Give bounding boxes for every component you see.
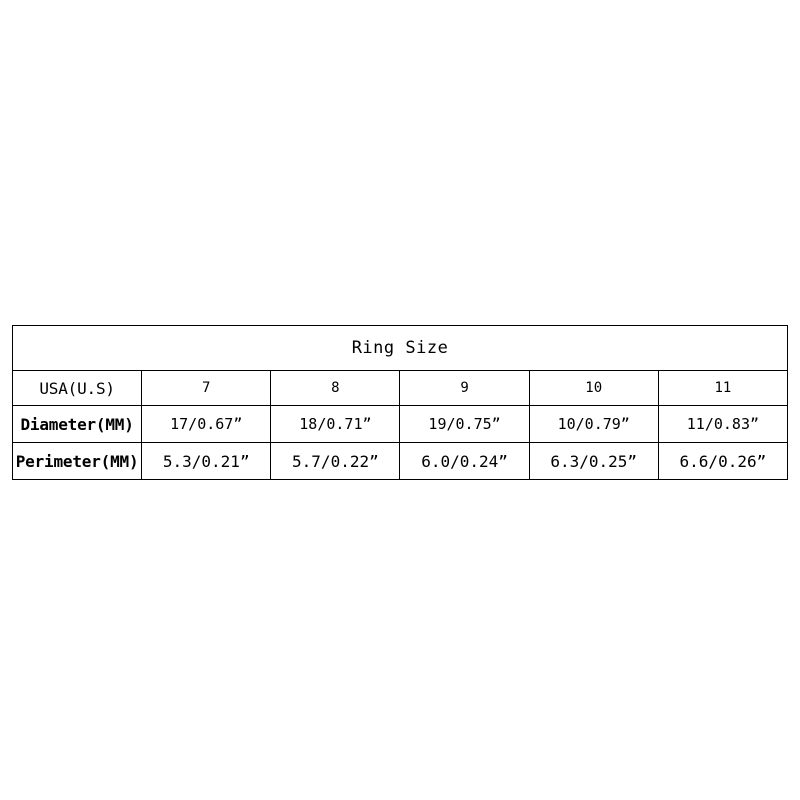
cell-diameter-4: 10/0.79” — [529, 406, 658, 443]
cell-usa-5: 11 — [658, 371, 787, 406]
ring-size-table-container — [12, 325, 788, 480]
cell-diameter-2: 18/0.71” — [271, 406, 400, 443]
cell-usa-3: 9 — [400, 371, 529, 406]
row-header-usa: USA(U.S) — [13, 371, 142, 406]
cell-usa-4: 10 — [529, 371, 658, 406]
ring-size-table — [12, 325, 788, 480]
cell-perimeter-3: 6.0/0.24” — [400, 443, 529, 480]
cell-diameter-5: 11/0.83” — [658, 406, 787, 443]
cell-perimeter-4: 6.3/0.25” — [529, 443, 658, 480]
cell-diameter-1: 17/0.67” — [142, 406, 271, 443]
cell-diameter-3: 19/0.75” — [400, 406, 529, 443]
cell-usa-2: 8 — [271, 371, 400, 406]
cell-usa-1: 7 — [142, 371, 271, 406]
cell-perimeter-1: 5.3/0.21” — [142, 443, 271, 480]
table-row-diameter — [13, 406, 788, 443]
table-title: Ring Size — [13, 326, 788, 371]
table-row-perimeter — [13, 443, 788, 480]
row-header-perimeter: Perimeter(MM) — [13, 443, 142, 480]
cell-perimeter-2: 5.7/0.22” — [271, 443, 400, 480]
table-title-row — [13, 326, 788, 371]
table-row-usa — [13, 371, 788, 406]
row-header-diameter: Diameter(MM) — [13, 406, 142, 443]
cell-perimeter-5: 6.6/0.26” — [658, 443, 787, 480]
